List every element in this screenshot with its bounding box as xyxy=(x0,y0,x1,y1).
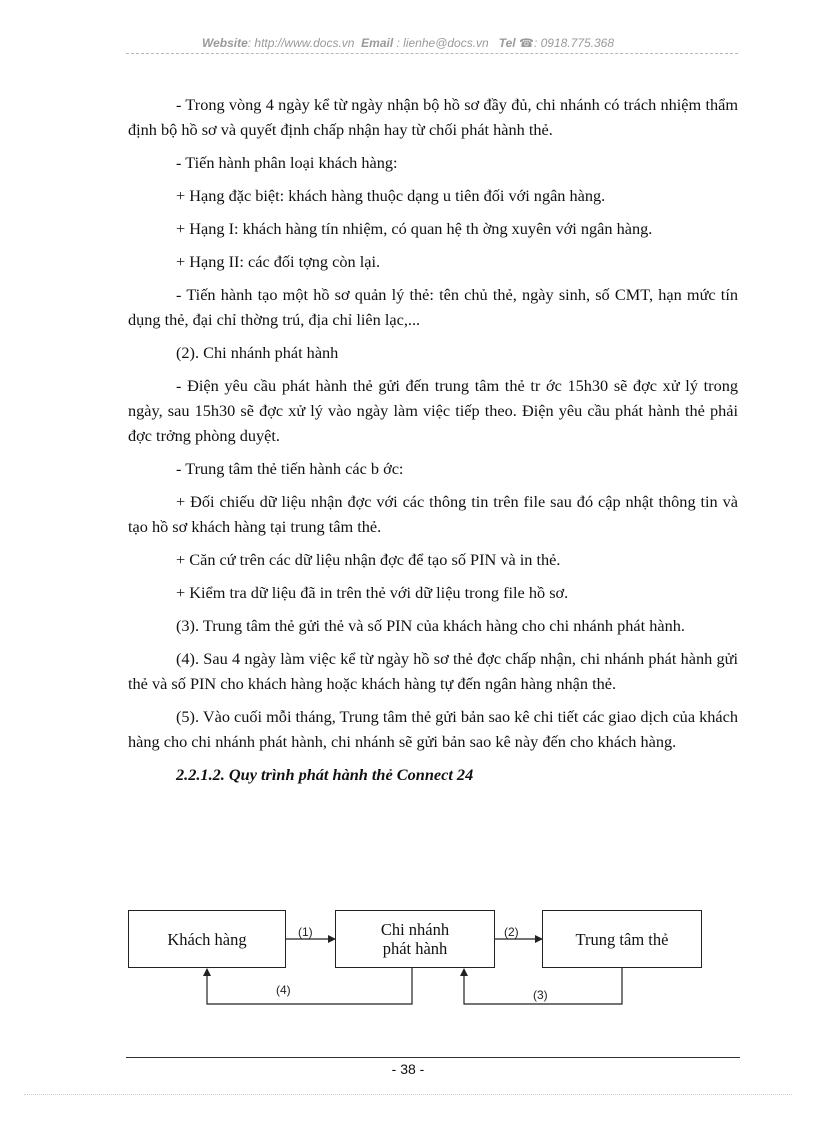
arrow-3-label: (3) xyxy=(533,988,548,1002)
email-label: Email xyxy=(361,36,394,50)
paragraph: + Hạng II: các đối tợng còn lại. xyxy=(176,252,381,271)
branch-box-line2: phát hành xyxy=(382,939,448,958)
paragraph: (5). Vào cuối mỗi tháng, Trung tâm thẻ gửi bản sao kê chi tiết các giao dịch của khách hàng cho chi nhánh phát hành, chi nhánh sẽ gửi bản sao kê này đến cho khách hàng. xyxy=(128,707,738,751)
paragraph: (4). Sau 4 ngày làm việc kể từ ngày hồ sơ thẻ đợc chấp nhận, chi nhánh phát hành gửi thẻ và số PIN cho khách hàng hoặc khách hàng tự đến ngân hàng nhận thẻ. xyxy=(128,649,738,693)
customer-box-label: Khách hàng xyxy=(167,929,247,949)
arrow-4-label: (4) xyxy=(276,983,291,997)
paragraph: - Tiến hành tạo một hồ sơ quản lý thẻ: tên chủ thẻ, ngày sinh, số CMT, hạn mức tín dụng thẻ, đại chỉ thờng trú, địa chỉ liên lạc,... xyxy=(128,285,738,329)
card-center-box-label: Trung tâm thẻ xyxy=(575,929,669,949)
arrow-2-label: (2) xyxy=(504,925,519,939)
paragraph: (3). Trung tâm thẻ gửi thẻ và số PIN của khách hàng cho chi nhánh phát hành. xyxy=(176,616,685,635)
card-center-box xyxy=(542,910,702,968)
email-value: : lienhe@docs.vn xyxy=(396,36,489,50)
paragraph: + Đối chiếu dữ liệu nhận đợc với các thông tin trên file sau đó cập nhật thông tin và tạo hồ sơ khách hàng tại trung tâm thẻ. xyxy=(128,492,738,536)
website-url: : http://www.docs.vn xyxy=(247,36,355,50)
paragraph: + Hạng đặc biệt: khách hàng thuộc dạng u tiên đối với ngân hàng. xyxy=(176,186,606,205)
paragraph: + Kiểm tra dữ liệu đã in trên thẻ với dữ liệu trong file hồ sơ. xyxy=(176,583,569,602)
footer-divider xyxy=(126,1057,740,1058)
paragraph: - Tiến hành phân loại khách hàng: xyxy=(176,153,398,172)
page-number: - 38 - xyxy=(391,1061,425,1077)
website-label: Website xyxy=(201,36,248,50)
telephone-icon: ☎ xyxy=(519,36,534,50)
arrow-1-label: (1) xyxy=(298,925,313,939)
tel-value: : 0918.775.368 xyxy=(533,36,615,50)
paragraph: - Trung tâm thẻ tiến hành các b ớc: xyxy=(176,459,404,478)
customer-box xyxy=(128,910,286,968)
tel-label: Tel xyxy=(498,36,516,50)
paragraph: - Điện yêu cầu phát hành thẻ gửi đến trung tâm thẻ tr ớc 15h30 sẽ đợc xử lý trong ngày, sau 15h30 sẽ đợc xử lý vào ngày làm việc tiếp theo. Điện yêu cầu phát hành thẻ phải đợc trởng phòng duyệt. xyxy=(128,376,738,445)
branch-box xyxy=(335,910,495,968)
branch-box-line1: Chi nhánh xyxy=(380,920,450,939)
paragraph: (2). Chi nhánh phát hành xyxy=(176,343,339,362)
page-bottom-border xyxy=(24,1094,792,1095)
paragraph: + Hạng I: khách hàng tín nhiệm, có quan hệ th ờng xuyên với ngân hàng. xyxy=(176,219,653,238)
arrow-4-line xyxy=(207,967,412,1004)
section-heading: 2.2.1.2. Quy trình phát hành thẻ Connect 24 xyxy=(176,765,474,784)
paragraph: - Trong vòng 4 ngày kể từ ngày nhận bộ hồ sơ đầy đủ, chi nhánh có trách nhiệm thẩm định bộ hồ sơ và quyết định chấp nhận hay từ chối phát hành thẻ. xyxy=(128,95,738,139)
paragraph: + Căn cứ trên các dữ liệu nhận đợc để tạo số PIN và in thẻ. xyxy=(176,550,561,569)
